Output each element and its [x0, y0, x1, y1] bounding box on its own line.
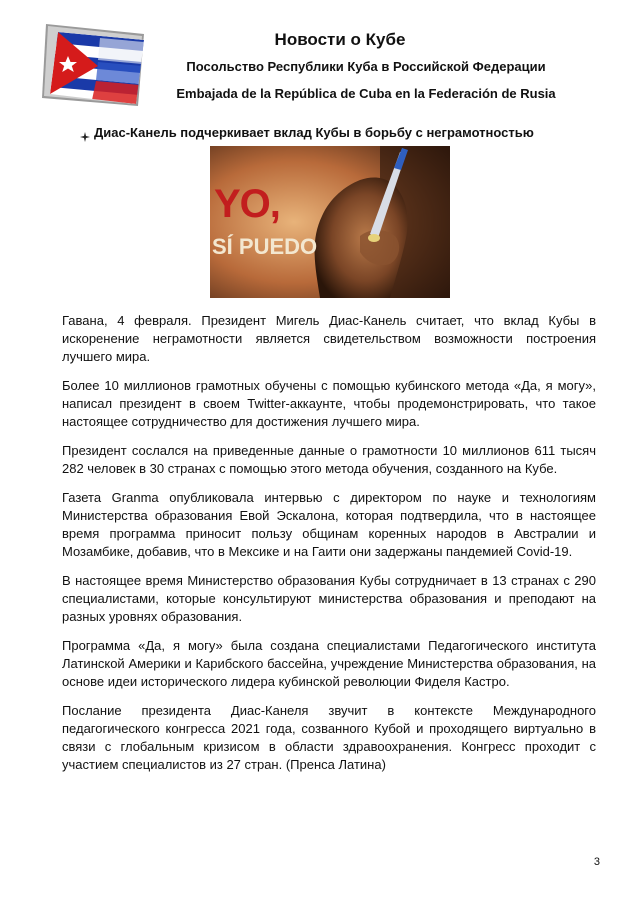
- article-paragraph: В настоящее время Министерство образования Кубы сотрудничает в 13 странах с 290 специалистами, которые консультируют министерства образования и преподают на разных уровнях образования.: [62, 573, 596, 624]
- article-paragraph: Программа «Да, я могу» была создана специалистами Педагогического института Латинской Америки и Карибского бассейна, учреждение Министерства образования, на основе идеи исторического лидера кубинской революции Фиделя Кастро.: [62, 638, 596, 689]
- cuba-russia-flag-logo: [40, 18, 150, 108]
- article-photo: [210, 146, 450, 298]
- page-title: Новости о Кубе: [274, 30, 406, 49]
- article-paragraph: Более 10 миллионов грамотных обучены с помощью кубинского метода «Да, я могу», написал президент в своем Twitter-аккаунте, чтобы продемонстрировать, что такое настоящее сотрудничество для достижения лучшего мира.: [62, 378, 596, 429]
- article-paragraph: Послание президента Диас-Канеля звучит в контексте Международного педагогического конгресса 2021 года, созванного Кубой и проходящего виртуально в связи с глобальным кризисом в области здравоохранения. Конгресс проходит с участием специалистов из 27 стран. (Пренса Латина): [62, 703, 596, 772]
- article-paragraph: Президент сослался на приведенные данные о грамотности 10 миллионов 611 тысяч 282 человек в 30 странах с помощью этого метода обучения, созданного на Кубе.: [62, 443, 596, 476]
- page-number: 3: [593, 856, 600, 868]
- article-paragraph: Газета Granma опубликовала интервью с директором по науке и технологиям Министерства образования Евой Эскалона, которая подтвердила, что в настоящее время программа приносит пользу общинам коренных народов в Австралии и Мозамбике, добавив, что в Мексике и на Гаити они задержаны пандемией Covid-19.: [62, 490, 596, 559]
- embassy-name-spanish: Embajada de la República de Cuba en la Federación de Rusia: [176, 86, 556, 101]
- photo-text-si-puedo: SÍ PUEDO: [212, 234, 318, 259]
- article-paragraph: Гавана, 4 февраля. Президент Мигель Диас-Канель считает, что вклад Кубы в искоренение неграмотности является свидетельством возможности построения лучшего мира.: [62, 313, 596, 364]
- article-headline: Диас-Канель подчеркивает вклад Кубы в борьбу с неграмотностью: [94, 125, 534, 140]
- photo-text-yo: YO,: [214, 182, 280, 226]
- article-body: [62, 312, 596, 785]
- embassy-name-russian: Посольство Республики Куба в Российской Федерации: [186, 59, 546, 74]
- diamond-bullet-icon: [80, 129, 90, 139]
